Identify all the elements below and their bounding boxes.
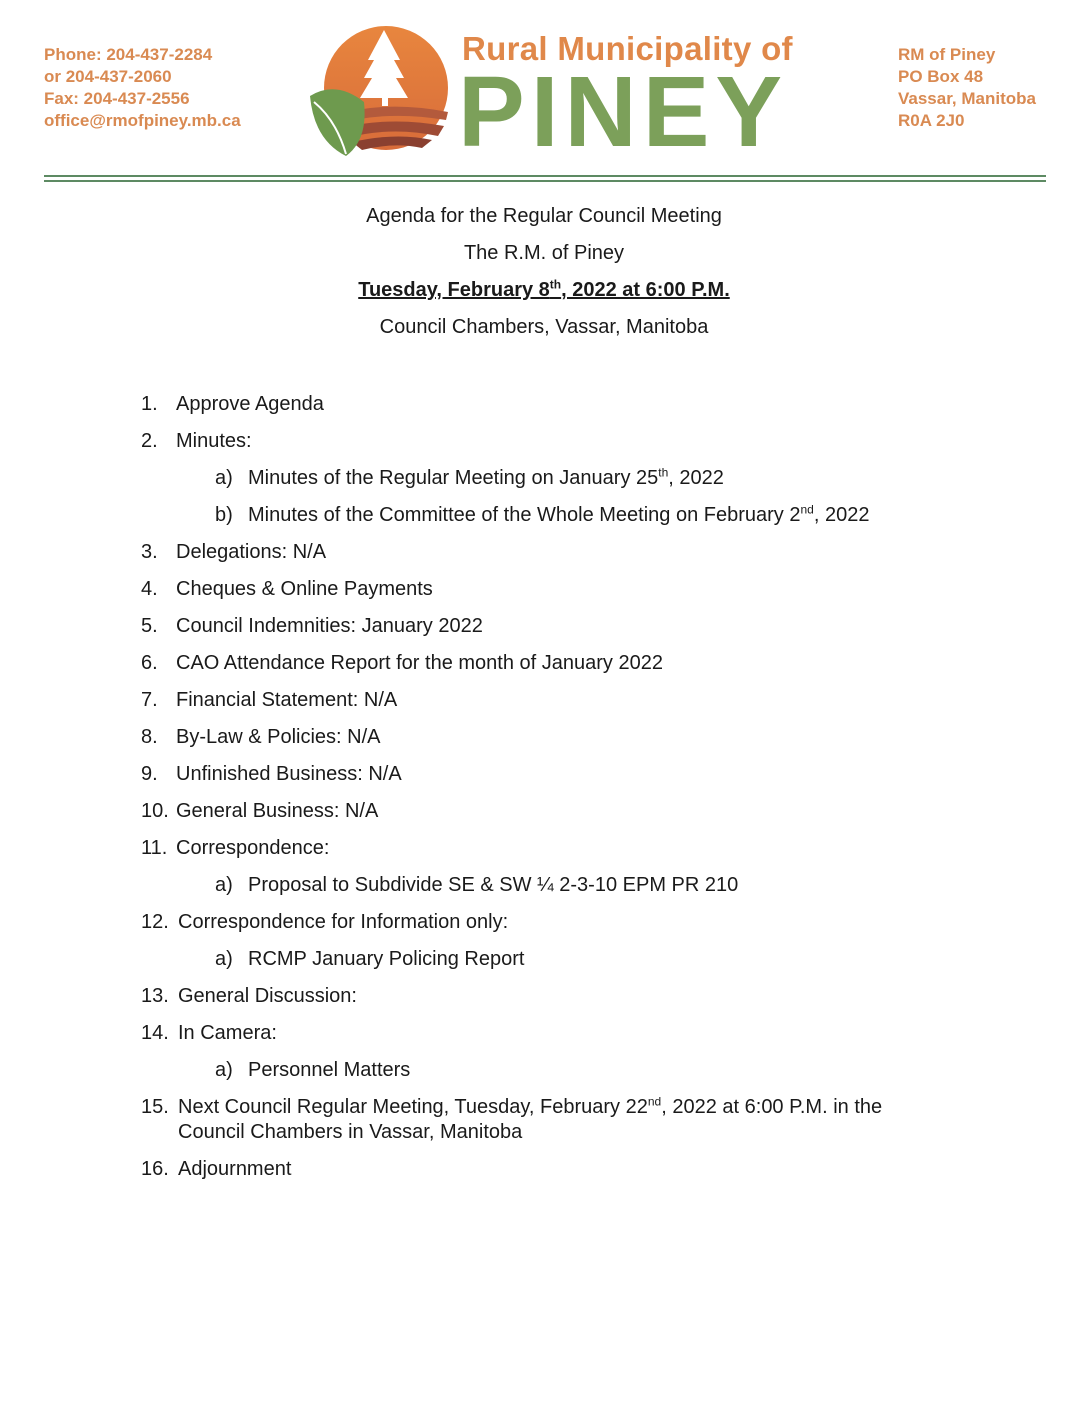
agenda-item: 12. Correspondence for Information only: — [141, 911, 509, 933]
agenda-item: 3. Delegations: N/A — [141, 541, 327, 563]
piney-logo-emblem — [306, 20, 452, 160]
agenda-item: 13. General Discussion: — [141, 985, 357, 1007]
address-line-4: R0A 2J0 — [898, 111, 965, 130]
fax-line: Fax: 204-437-2556 — [44, 89, 190, 108]
agenda-item: 1. Approve Agenda — [141, 393, 324, 415]
logo-text-piney: PINEY — [458, 56, 789, 168]
agenda-subitem: a) Personnel Matters — [215, 1059, 411, 1081]
agenda-title: Agenda for the Regular Council Meeting — [366, 205, 722, 227]
agenda-subitem: a) Proposal to Subdivide SE & SW ¼ 2-3-10 EPM PR 210 — [215, 874, 739, 896]
email-line: office@rmofpiney.mb.ca — [44, 111, 241, 130]
agenda-item: 7. Financial Statement: N/A — [141, 689, 398, 711]
logo-text-rural-municipality: Rural Municipality of — [462, 30, 793, 67]
address-line-3: Vassar, Manitoba — [898, 89, 1036, 108]
agenda-subitem: a) RCMP January Policing Report — [215, 948, 525, 970]
agenda-item: 10. General Business: N/A — [141, 800, 379, 822]
header-divider-top — [44, 175, 1046, 177]
mailing-address — [898, 44, 1036, 132]
address-line-2: PO Box 48 — [898, 67, 984, 86]
agenda-item: 14. In Camera: — [141, 1022, 277, 1044]
meeting-location: Council Chambers, Vassar, Manitoba — [379, 316, 709, 338]
agenda-item: 8. By-Law & Policies: N/A — [141, 726, 381, 748]
address-line-1: RM of Piney — [898, 45, 996, 64]
agenda-item: 11. Correspondence: — [141, 837, 330, 859]
agenda-list — [141, 392, 961, 1194]
agenda-item: 9. Unfinished Business: N/A — [141, 763, 402, 785]
agenda-subitem: b) Minutes of the Committee of the Whole Meeting on February 2nd, 2022 — [215, 502, 870, 526]
agenda-item: 2. Minutes: — [141, 430, 252, 452]
meeting-date: Tuesday, February 8th, 2022 at 6:00 P.M. — [358, 277, 730, 301]
agenda-subitem: a) Minutes of the Regular Meeting on January 25th, 2022 — [215, 465, 724, 489]
header-divider-bottom — [44, 180, 1046, 182]
alt-phone-line: or 204-437-2060 — [44, 67, 172, 86]
agenda-item: 4. Cheques & Online Payments — [141, 578, 433, 600]
agenda-item: 15. Next Council Regular Meeting, Tuesday, February 22nd, 2022 at 6:00 P.M. in the Council Chambers in Vassar, Manitoba — [141, 1094, 883, 1143]
agenda-item: 5. Council Indemnities: January 2022 — [141, 615, 483, 637]
phone-line: Phone: 204-437-2284 — [44, 45, 213, 64]
agenda-item: 6. CAO Attendance Report for the month of January 2022 — [141, 652, 663, 674]
agenda-item: 16. Adjournment — [141, 1158, 292, 1180]
contact-info — [44, 44, 241, 132]
municipality-name: The R.M. of Piney — [463, 242, 625, 264]
